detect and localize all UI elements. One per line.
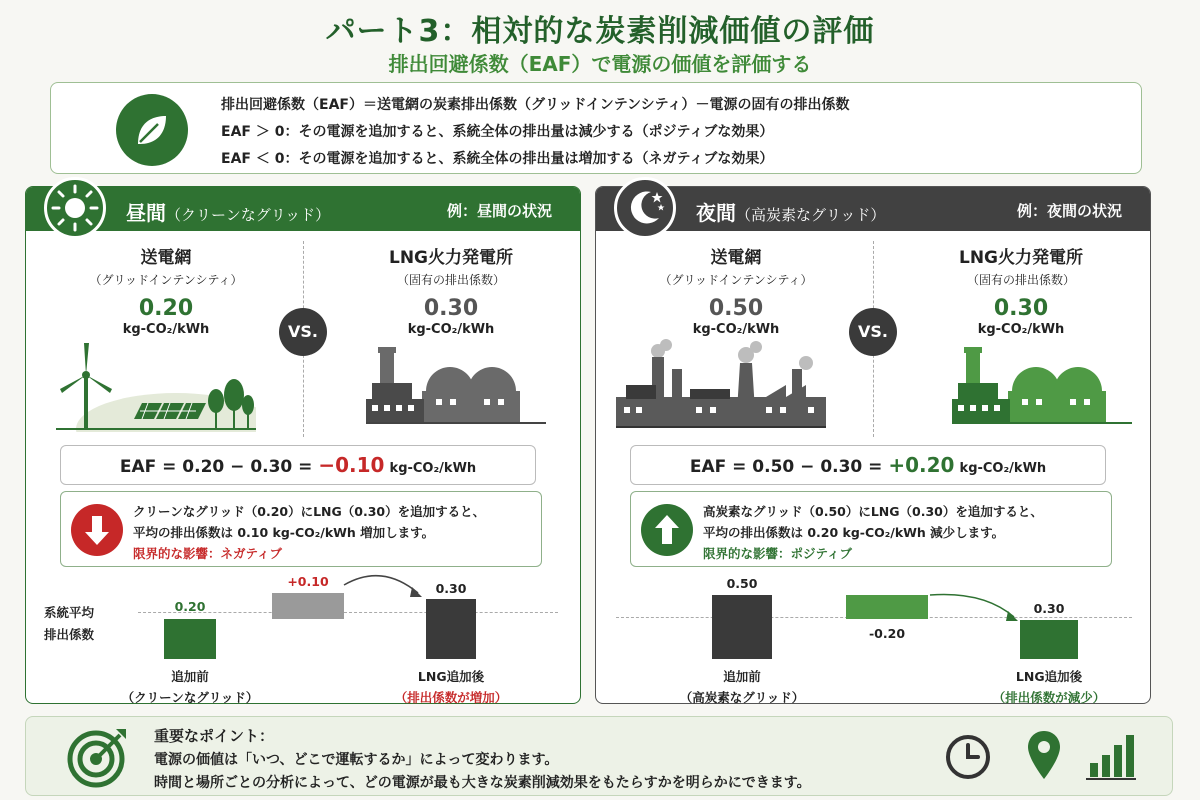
day-plant-column xyxy=(341,243,561,337)
day-panel-title xyxy=(126,197,330,226)
clean-grid-illustration xyxy=(56,337,256,432)
day-grid-unit: kg-CO₂/kWh xyxy=(122,322,210,337)
night-eaf-unit: kg-CO₂/kWh xyxy=(959,461,1047,476)
definition-negative: EAF ＜ 0：その電源を追加すると、系統全体の排出量は増加する（ネガティブな効果） xyxy=(221,151,774,167)
night-grid-title: 送電網 xyxy=(710,248,762,268)
night-after-value: 0.30 xyxy=(1033,601,1065,616)
day-effect-line2: 平均の排出係数は 0.10 kg-CO₂/kWh 増加します。 xyxy=(133,525,435,540)
arrow-up-icon xyxy=(641,504,693,556)
night-vs-badge: VS. xyxy=(849,308,897,356)
day-after-value: 0.30 xyxy=(435,581,467,596)
high-carbon-grid-illustration xyxy=(616,339,826,431)
night-after-label-line1: LNG追加後 xyxy=(1015,669,1083,684)
night-eaf-formula: EAF = 0.50 − 0.30 = xyxy=(689,457,889,477)
day-grid-column xyxy=(56,243,276,337)
night-delta-bar xyxy=(846,595,928,619)
day-title-text: 昼間 xyxy=(126,201,166,225)
day-delta-bar xyxy=(272,593,344,619)
lng-plant-illustration-green xyxy=(952,333,1132,433)
night-before-label xyxy=(672,667,812,706)
night-panel-title xyxy=(696,197,885,226)
night-panel xyxy=(595,186,1151,704)
day-eaf-formula: EAF = 0.20 − 0.30 = xyxy=(119,457,319,477)
night-eaf-formula-box xyxy=(630,445,1106,485)
night-impact-label: 限界的な影響：ポジティブ xyxy=(703,546,853,561)
night-transition-arrow-icon xyxy=(928,591,1022,623)
bar-chart-icon xyxy=(1086,731,1136,781)
target-icon xyxy=(66,725,130,789)
page-title: パート3：相対的な炭素削減価値の評価 xyxy=(325,14,875,49)
day-plant-title: LNG火力発電所 xyxy=(388,248,513,268)
page-subtitle: 排出回避係数（EAF）で電源の価値を評価する xyxy=(388,52,812,76)
moon-icon xyxy=(614,177,676,239)
day-after-bar xyxy=(426,599,476,659)
night-effect-line1: 高炭素なグリッド（0.50）にLNG（0.30）を追加すると、 xyxy=(703,504,1043,519)
night-grid-unit: kg-CO₂/kWh xyxy=(692,322,780,337)
day-effect-box xyxy=(60,491,542,567)
day-plant-value: 0.30 xyxy=(423,296,479,321)
night-effect-line2: 平均の排出係数は 0.20 kg-CO₂/kWh 減少します。 xyxy=(703,525,1005,540)
sun-icon xyxy=(44,177,106,239)
night-before-label-line2: （高炭素なグリッド） xyxy=(679,690,805,705)
night-grid-value: 0.50 xyxy=(708,296,764,321)
day-before-value: 0.20 xyxy=(174,599,206,614)
day-grid-title: 送電網 xyxy=(140,248,192,268)
key-point-line1: 電源の価値は「いつ、どこで運転するか」によって変わります。 xyxy=(154,752,559,768)
night-plant-value: 0.30 xyxy=(993,296,1049,321)
day-grid-sub: （グリッドインテンシティ） xyxy=(89,273,243,287)
day-after-label-line1: LNG追加後 xyxy=(417,669,485,684)
night-eaf-result: +0.20 xyxy=(888,453,955,477)
day-plant-unit: kg-CO₂/kWh xyxy=(407,322,495,337)
night-after-bar xyxy=(1020,620,1078,659)
day-before-label xyxy=(120,667,260,706)
night-plant-sub: （固有の排出係数） xyxy=(966,273,1075,287)
day-before-bar xyxy=(164,619,216,659)
day-panel-header xyxy=(26,187,580,231)
day-eaf-formula-box xyxy=(60,445,536,485)
arrow-down-icon xyxy=(71,504,123,556)
day-example-label: 例：昼間の状況 xyxy=(446,202,552,220)
night-after-label-line2: （排出係数が減少） xyxy=(992,690,1106,705)
night-plant-column xyxy=(911,243,1131,337)
lng-plant-illustration-gray xyxy=(366,333,546,433)
definition-formula: 排出回避係数（EAF）＝送電網の炭素排出係数（グリッドインテンシティ）－電源の固有の排出係数 xyxy=(221,97,850,113)
night-grid-column xyxy=(626,243,846,337)
day-plant-sub: （固有の排出係数） xyxy=(396,273,505,287)
leaf-icon xyxy=(116,94,188,166)
day-panel xyxy=(25,186,581,704)
night-grid-sub: （グリッドインテンシティ） xyxy=(659,273,813,287)
day-transition-arrow-icon xyxy=(342,569,426,603)
day-after-label-line2: （排出係数が増加） xyxy=(394,690,508,705)
day-eaf-unit: kg-CO₂/kWh xyxy=(389,461,477,476)
key-point-line2: 時間と場所ごとの分析によって、どの電源が最も大きな炭素削減効果をもたらすかを明らかにできます。 xyxy=(154,775,811,791)
day-eaf-result: −0.10 xyxy=(318,453,385,477)
night-before-value: 0.50 xyxy=(726,576,758,591)
night-plant-unit: kg-CO₂/kWh xyxy=(977,322,1065,337)
key-point-box xyxy=(25,716,1173,796)
night-delta-value: -0.20 xyxy=(868,626,906,641)
night-before-label-line1: 追加前 xyxy=(723,669,761,684)
day-vs-badge: VS. xyxy=(279,308,327,356)
day-impact-label: 限界的な影響：ネガティブ xyxy=(133,546,283,561)
night-title-sub: （高炭素なグリッド） xyxy=(736,206,886,224)
definition-box xyxy=(50,82,1142,174)
chart-ylabel-line1: 系統平均 xyxy=(44,605,95,620)
night-before-bar xyxy=(712,595,772,659)
day-before-label-line1: 追加前 xyxy=(171,669,209,684)
day-after-label xyxy=(386,667,516,706)
night-example-label: 例：夜間の状況 xyxy=(1016,202,1122,220)
clock-icon xyxy=(944,733,992,781)
day-before-label-line2: （クリーンなグリッド） xyxy=(121,690,259,705)
night-plant-title: LNG火力発電所 xyxy=(958,248,1083,268)
day-grid-value: 0.20 xyxy=(138,296,194,321)
day-delta-value: +0.10 xyxy=(287,574,329,589)
day-title-sub: （クリーンなグリッド） xyxy=(166,206,331,224)
location-pin-icon xyxy=(1026,729,1062,781)
night-panel-header xyxy=(596,187,1150,231)
night-title-text: 夜間 xyxy=(696,201,736,225)
chart-ylabel-line2: 排出係数 xyxy=(44,627,95,642)
key-point-heading: 重要なポイント： xyxy=(154,727,275,745)
day-chart-ylabel xyxy=(44,603,94,643)
day-effect-line1: クリーンなグリッド（0.20）にLNG（0.30）を追加すると、 xyxy=(133,504,486,519)
night-after-label xyxy=(984,667,1114,706)
definition-positive: EAF ＞ 0：その電源を追加すると、系統全体の排出量は減少する（ポジティブな効果） xyxy=(221,124,774,140)
night-effect-box xyxy=(630,491,1112,567)
